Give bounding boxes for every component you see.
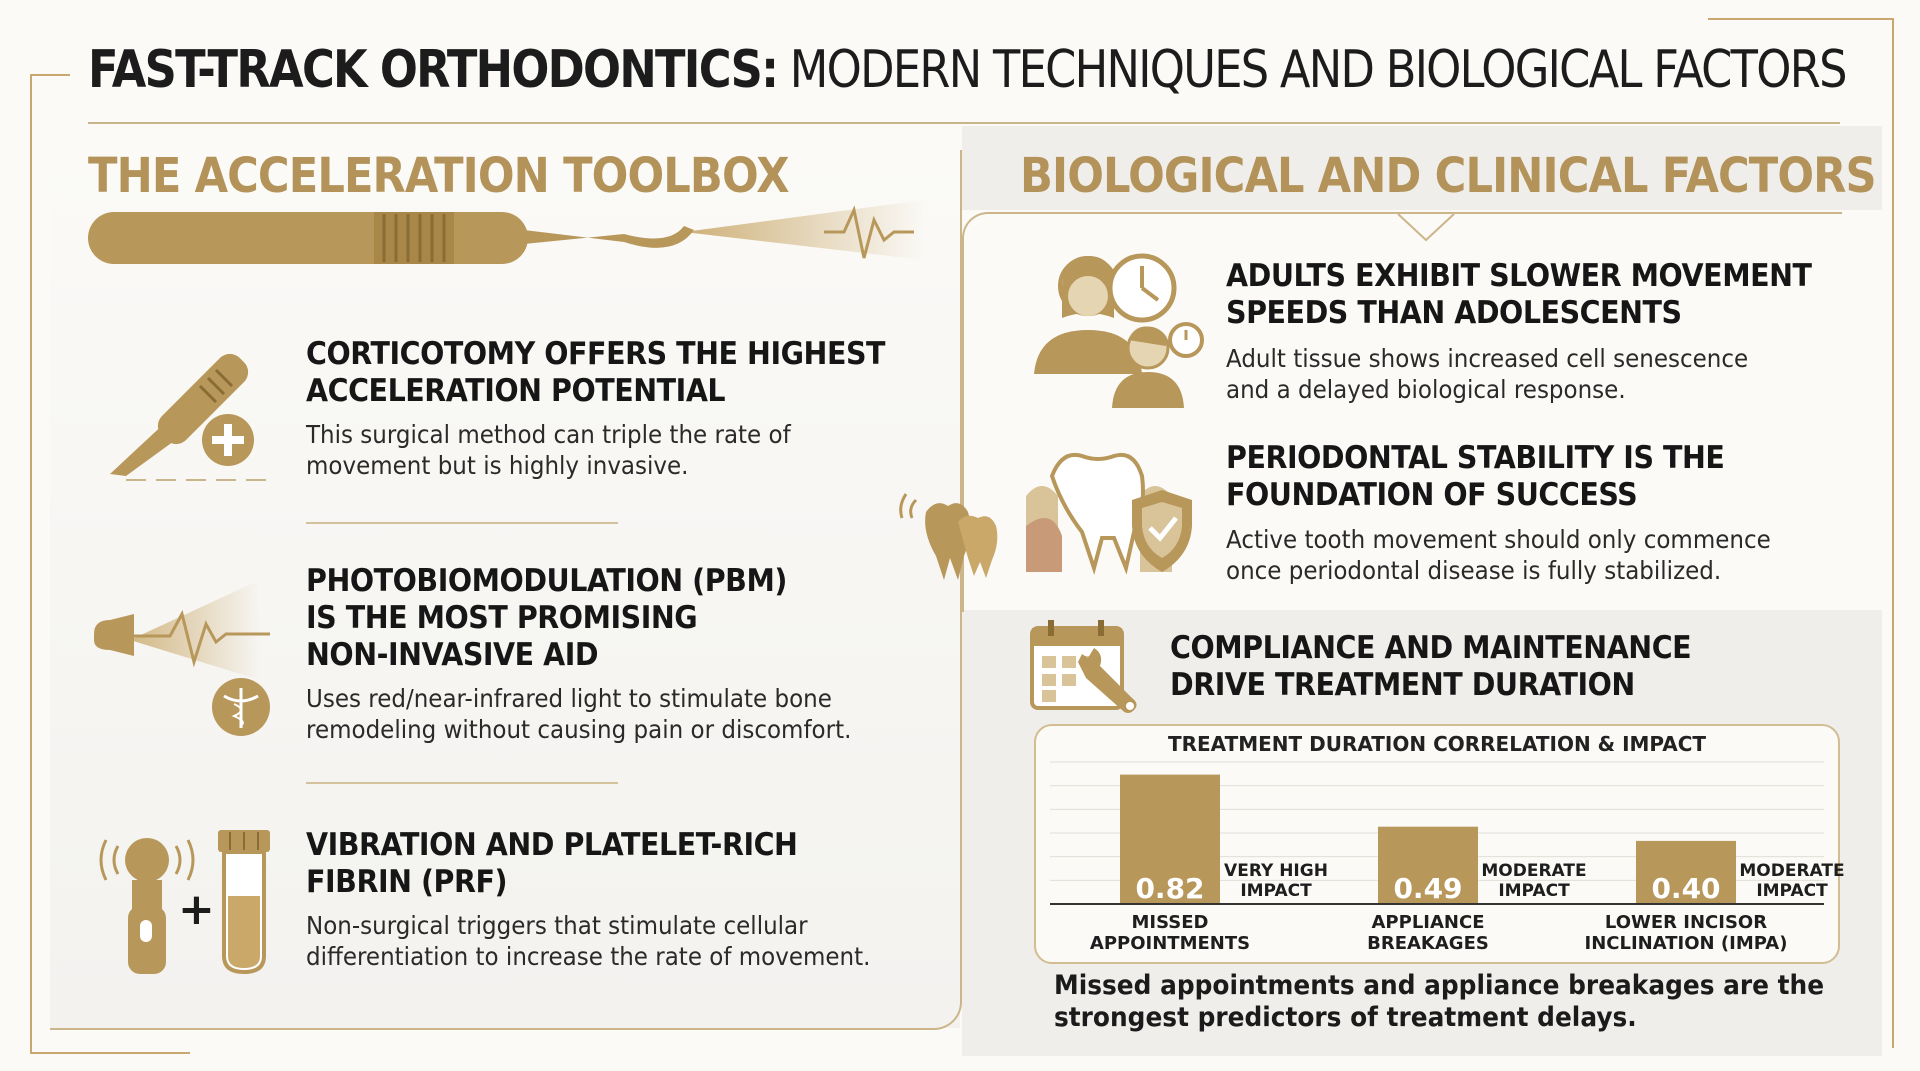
frame-right [1892, 18, 1894, 1048]
item-pbm-title: PHOTOBIOMODULATION (PBM) IS THE MOST PROMISING NON-INVASIVE AID [306, 563, 787, 673]
chart-title: TREATMENT DURATION CORRELATION & IMPACT [1167, 732, 1707, 756]
test-tube-icon [216, 826, 272, 976]
category-label-2: INCLINATION (IMPA) [1584, 933, 1788, 954]
impact-label-2: IMPACT [1756, 881, 1828, 901]
frame-left [30, 74, 32, 1054]
callout-notch [1396, 204, 1456, 244]
value-label-2: 0.40 [1651, 872, 1721, 905]
item-compliance-title: COMPLIANCE AND MAINTENANCE DRIVE TREATMENT DURATION [1170, 630, 1692, 703]
item-adults-text: Adult tissue shows increased cell senescence and a delayed biological response. [1226, 344, 1749, 404]
calendar-wrench-icon [1028, 618, 1144, 718]
plus-icon: + [178, 884, 215, 935]
item-pbm-text: Uses red/near-infrared light to stimulate bone remodeling without causing pain or discomfort. [306, 684, 852, 744]
bar-chart [1040, 752, 1845, 962]
impact-label-0: VERY HIGH [1224, 861, 1328, 881]
impact-label-2: MODERATE [1739, 861, 1845, 881]
conclusion-text: Missed appointments and appliance breakages are the strongest predictors of treatment delays. [1054, 970, 1825, 1033]
item-periodontal-text: Active tooth movement should only commence once periodontal disease is fully stabilized. [1226, 525, 1771, 585]
sound-tooth-icon [896, 488, 1006, 588]
category-label-2: LOWER INCISOR [1604, 912, 1768, 933]
value-label-1: 0.49 [1393, 872, 1463, 905]
value-label-0: 0.82 [1135, 872, 1205, 905]
item-vibration-text: Non-surgical triggers that stimulate cellular differentiation to increase the rate of movement. [306, 911, 871, 971]
left-heading: THE ACCELERATION TOOLBOX [88, 148, 789, 204]
divider-2 [306, 782, 618, 784]
title-bold: FAST-TRACK ORTHODONTICS: [88, 40, 778, 100]
frame-bottom-left [30, 1052, 190, 1054]
family-clock-icon [1018, 248, 1206, 408]
frame-top-left [30, 74, 70, 76]
periodontal-probe-icon [84, 180, 924, 290]
item-adults-title: ADULTS EXHIBIT SLOWER MOVEMENT SPEEDS THAN ADOLESCENTS [1226, 258, 1812, 331]
impact-label-1: MODERATE [1481, 861, 1587, 881]
item-corticotomy-title: CORTICOTOMY OFFERS THE HIGHEST ACCELERATION POTENTIAL [306, 336, 886, 409]
impact-label-1: IMPACT [1498, 881, 1570, 901]
category-label-0: APPOINTMENTS [1089, 933, 1251, 954]
category-label-1: APPLIANCE [1371, 912, 1485, 933]
item-periodontal-title: PERIODONTAL STABILITY IS THE FOUNDATION OF SUCCESS [1226, 440, 1725, 513]
item-vibration-title: VIBRATION AND PLATELET-RICH FIBRIN (PRF) [306, 827, 798, 900]
page-title [88, 40, 1846, 100]
category-label-1: BREAKAGES [1367, 933, 1489, 954]
title-rule [88, 122, 1840, 124]
scalpel-icon [96, 324, 276, 484]
category-label-0: MISSED [1131, 912, 1209, 933]
item-corticotomy-text: This surgical method can triple the rate of movement but is highly invasive. [306, 420, 791, 480]
frame-top-right [1708, 18, 1894, 20]
divider-1 [306, 522, 618, 524]
right-heading: BIOLOGICAL AND CLINICAL FACTORS [1020, 148, 1876, 204]
impact-label-0: IMPACT [1240, 881, 1312, 901]
title-rest: MODERN TECHNIQUES AND BIOLOGICAL FACTORS [777, 40, 1846, 100]
caduceus-icon [210, 676, 272, 738]
tooth-shield-icon [1022, 446, 1194, 576]
